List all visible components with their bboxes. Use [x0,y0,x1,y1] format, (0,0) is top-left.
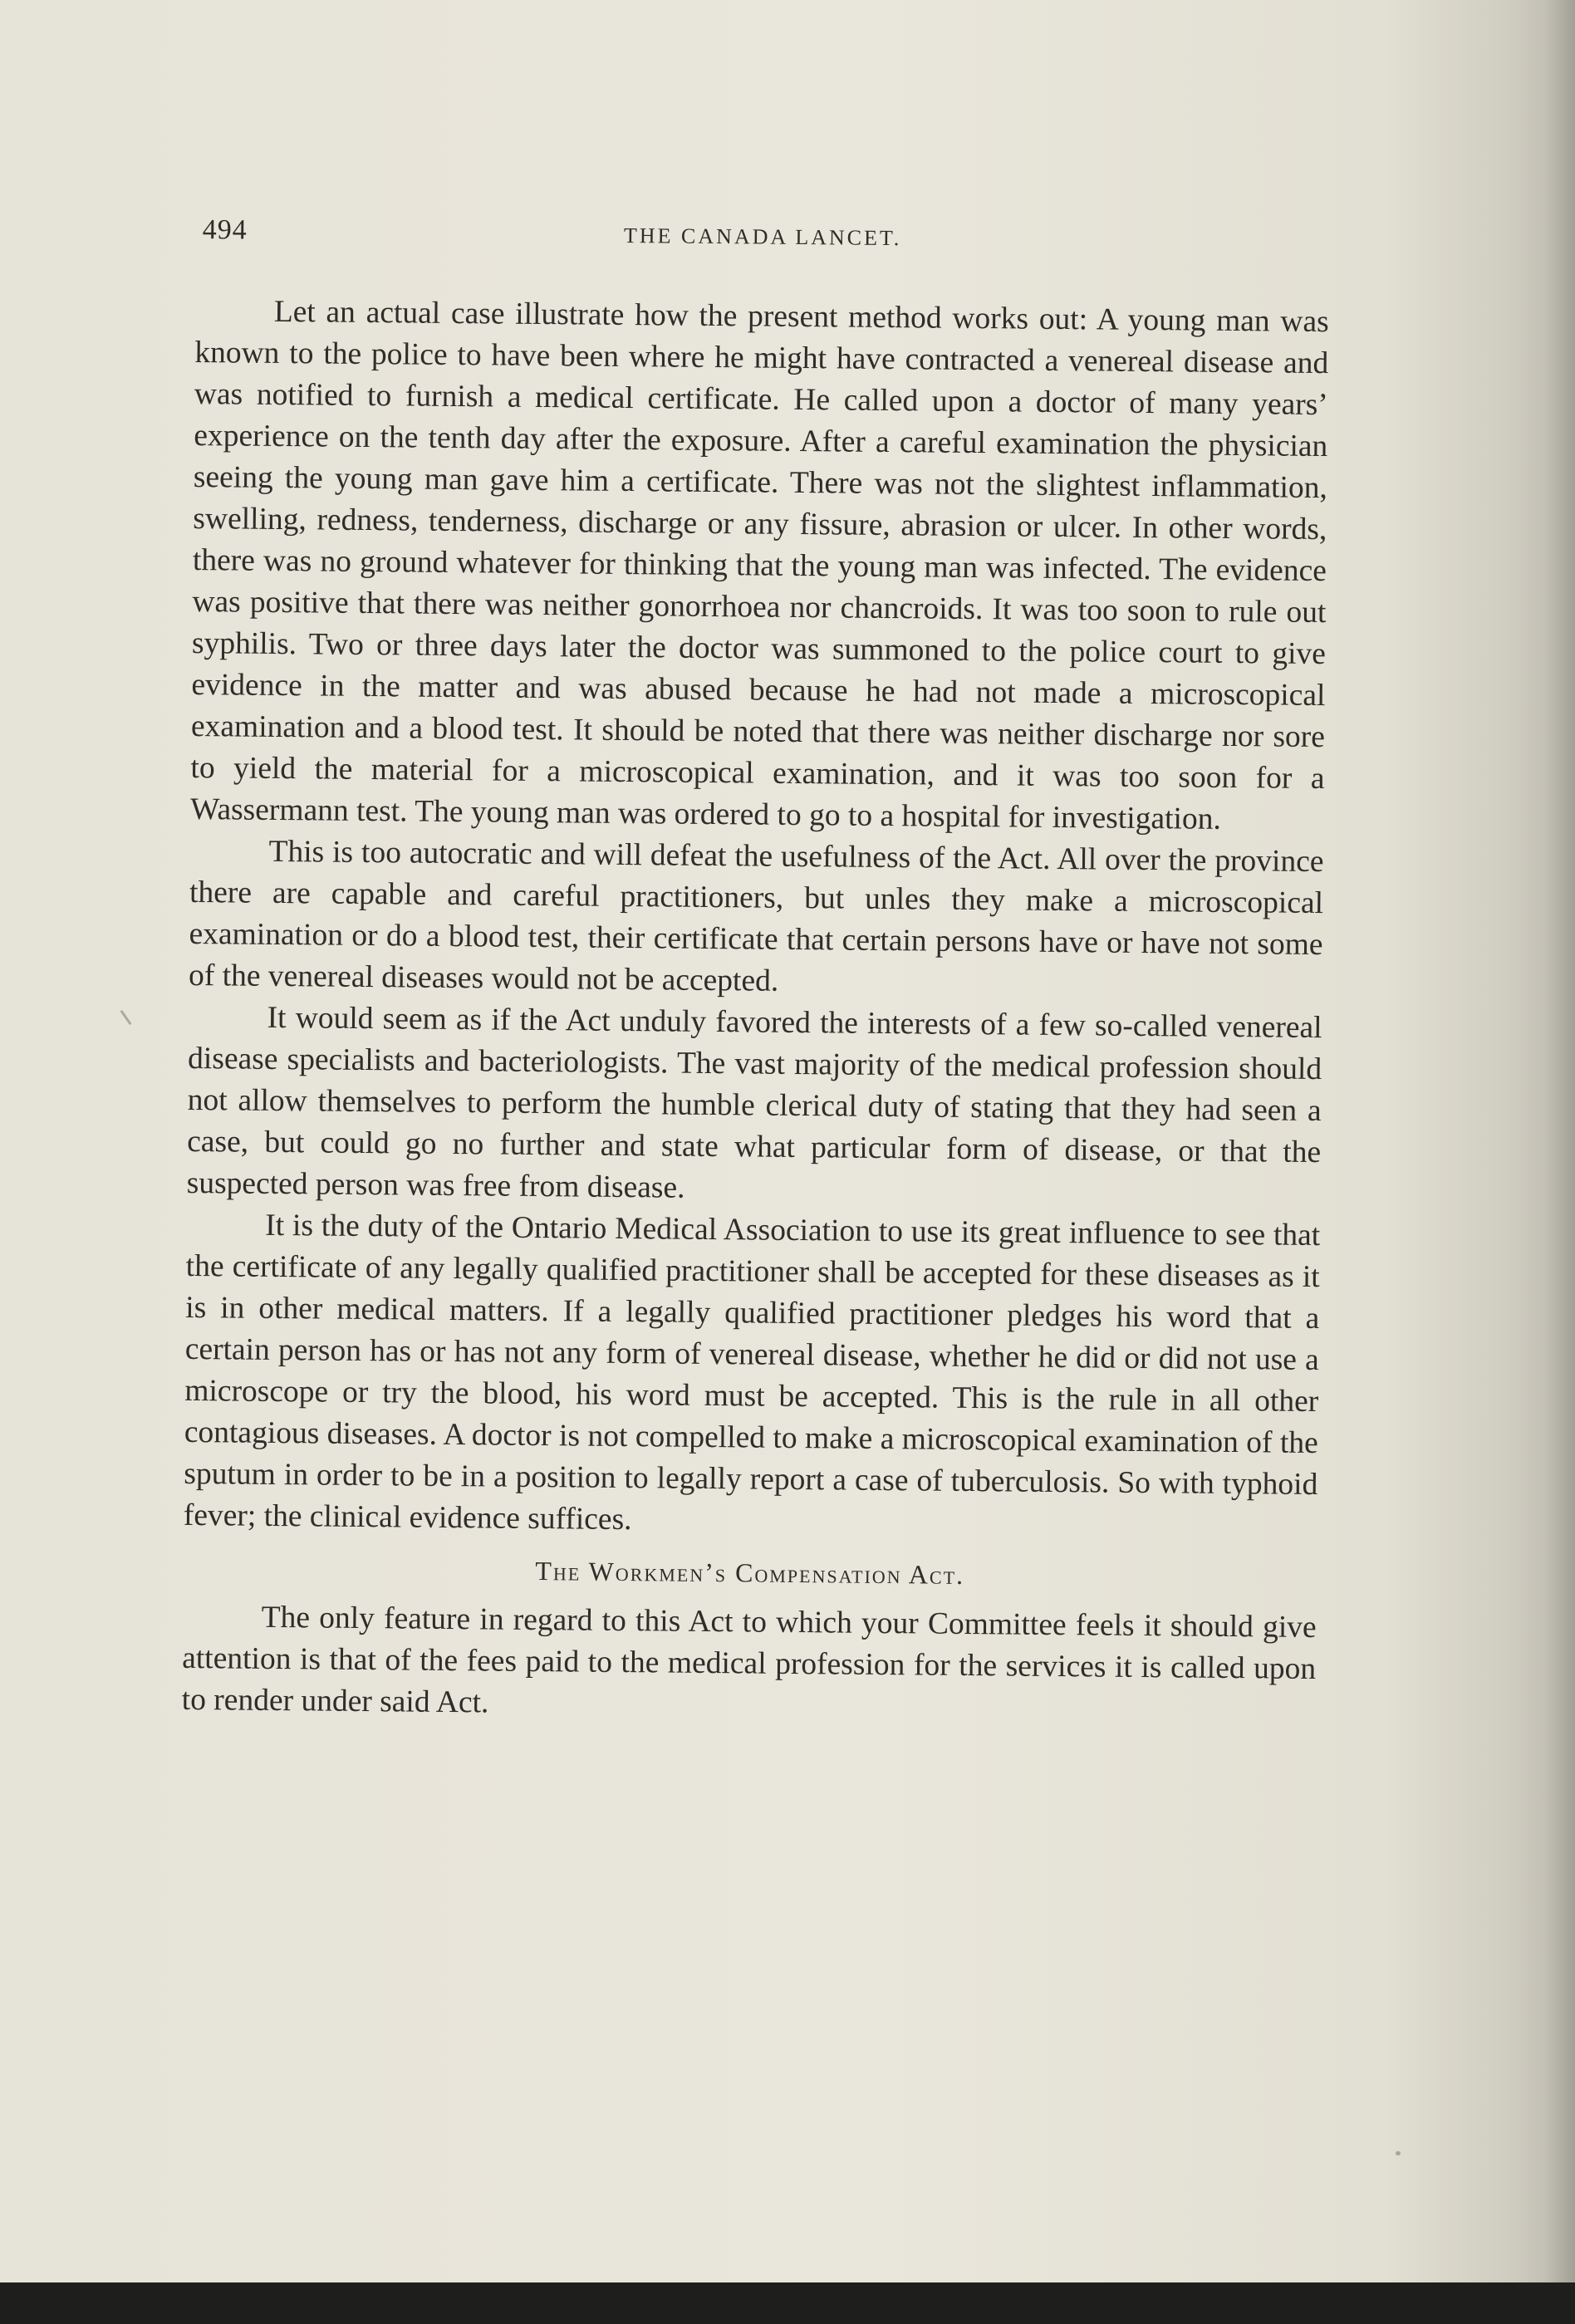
body-paragraph-1: Let an actual case illustrate how the present method works out: A young man was known to the police to have been where he might have contracted a venereal disease and was notified to furnish a medical certificate. He called upon a doctor of many years’ experience on the tenth day after the exposure. After a careful examination the physician seeing the young man gave him a certificate. There was not the slightest inflammation, swelling, redness, tenderness, discharge or any fissure, abrasion or ulcer. In other words, there was no ground whatever for thinking that the young man was infected. The evidence was positive that there was neither gonorrhoea nor chancroids. It was too soon to rule out syphilis. Two or three days later the doctor was summoned to the police court to give evidence in the matter and was abused because he had not made a microscopical examination and a blood test. It should be noted that there was neither discharge nor sore to yield the material for a microscopical examination, and it was too soon for a Wassermann test. The young man was ordered to go to a hospital for investigation. [189,294,1329,836]
page-number: 494 [202,214,248,246]
closing-paragraph: The only feature in regard to this Act to which your Committee feels it should give attention is that of the fees paid to the medical profession for the services it is called upon to render under said Act. [181,1600,1317,1720]
body-paragraph-2: This is too autocratic and will defeat the usefulness of the Act. All over the province there are capable and careful practitioners, but unles they make a microscopical examination or do a blood test, their certificate that certain persons have or have not some of the venereal diseases would not be accepted. [188,834,1324,998]
stray-mark [120,1010,132,1025]
journal-title: THE CANADA LANCET. [623,223,902,251]
section-heading: The Workmen’s Compensation Act. [535,1555,965,1590]
body-paragraph-3: It would seem as if the Act unduly favored the interests of a few so-called venereal disease specialists and bacteriologists. The vast majority of the medical profession should not allow themselves to perform the humble clerical duty of stating that they had seen a case, but could go no further and state what particular form of disease, or that the suspected person was free from disease. [186,1000,1322,1205]
page-text-block [182,208,1330,1732]
page-edge-shadow [1545,0,1575,2282]
running-head [195,208,1330,268]
stray-mark [1396,2151,1401,2155]
scan-bottom-edge [0,2282,1575,2324]
body-paragraph-4: It is the duty of the Ontario Medical Association to use its great influence to see that the certificate of any legally qualified practitioner shall be accepted for these diseases as it is in other medical matters. If a legally qualified practitioner pledges his word that a certain person has or has not any form of venereal disease, whether he did or did not use a microscope or try the blood, his word must be accepted. This is the rule in all other contagious diseases. A doctor is not compelled to make a microscopical examination of the sputum in order to be in a position to legally report a case of tuberculosis. So with typhoid fever; the clinical evidence suffices. [183,1208,1321,1537]
